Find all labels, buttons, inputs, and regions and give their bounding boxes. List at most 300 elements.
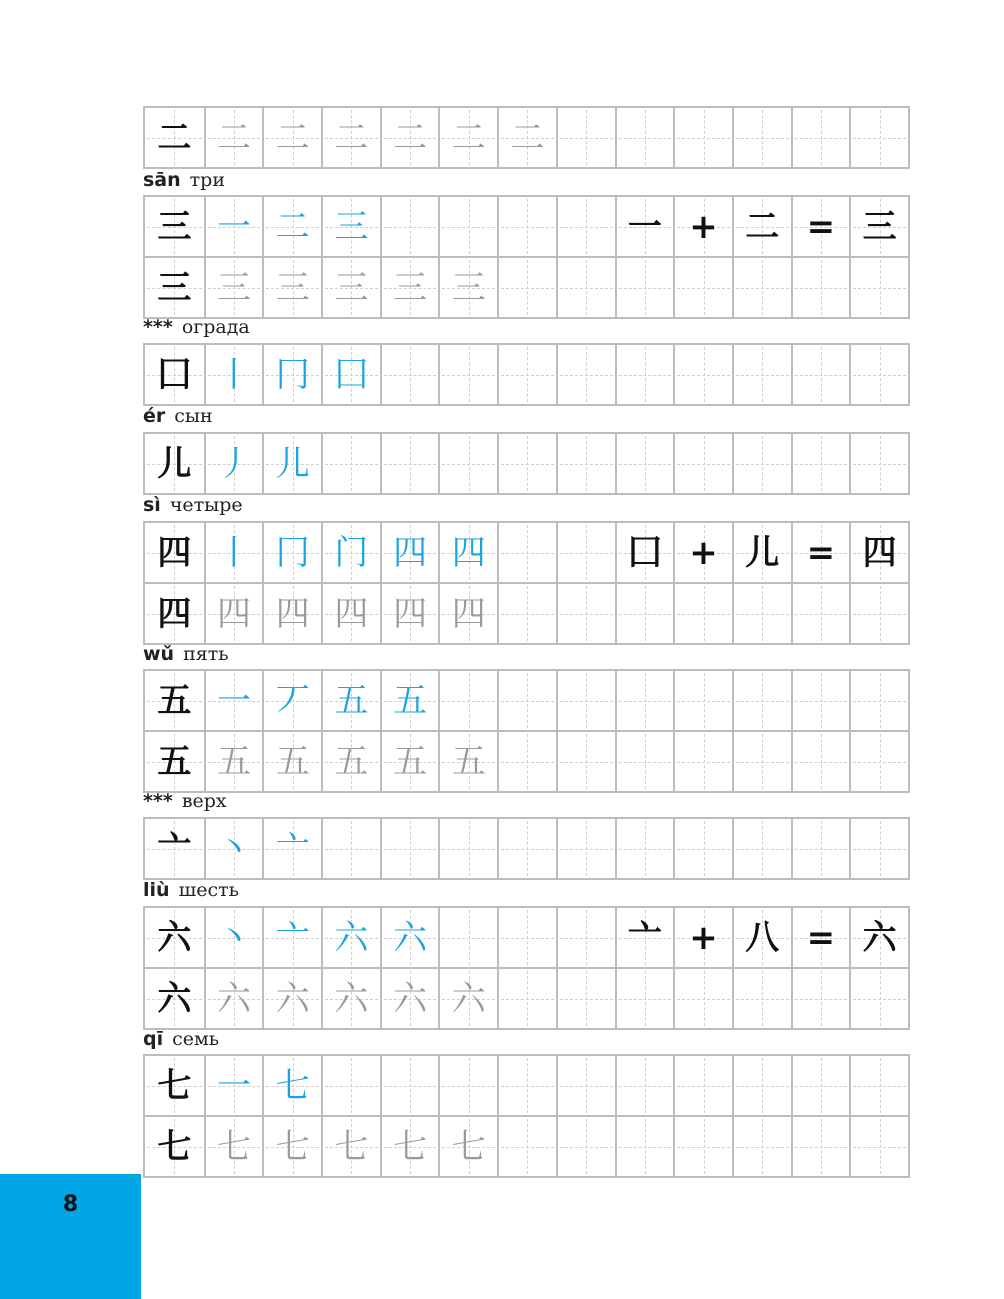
tracing-character: 六 bbox=[393, 978, 428, 1019]
grid-cell bbox=[204, 1117, 263, 1176]
grid-cell[interactable] bbox=[497, 523, 556, 582]
grid-cell bbox=[673, 197, 732, 256]
model-character: 囗 bbox=[157, 354, 192, 395]
grid-cell bbox=[145, 969, 204, 1028]
tracing-character: 二 bbox=[217, 117, 252, 158]
character-label bbox=[143, 1027, 219, 1051]
grid-cell[interactable] bbox=[438, 819, 497, 878]
tracing-character: 七 bbox=[275, 1126, 310, 1167]
model-character: 六 bbox=[157, 917, 192, 958]
tracing-character: 三 bbox=[217, 267, 252, 308]
grid-cell[interactable] bbox=[849, 584, 908, 643]
grid-cell[interactable] bbox=[849, 732, 908, 791]
grid-cell[interactable] bbox=[615, 258, 674, 317]
grid-cell bbox=[262, 908, 321, 967]
grid-cell[interactable] bbox=[615, 345, 674, 404]
practice-grid bbox=[143, 817, 910, 880]
grid-cell[interactable] bbox=[732, 969, 791, 1028]
pinyin-text: liù bbox=[143, 879, 170, 901]
grid-cell bbox=[145, 819, 204, 878]
grid-cell bbox=[262, 819, 321, 878]
stroke-order-character: 二 bbox=[275, 206, 310, 247]
model-character: 儿 bbox=[157, 443, 192, 484]
tracing-character: 六 bbox=[451, 978, 486, 1019]
character-label bbox=[143, 315, 250, 339]
grid-cell bbox=[380, 969, 439, 1028]
grid-cell[interactable] bbox=[438, 671, 497, 730]
tracing-character: 七 bbox=[334, 1126, 369, 1167]
grid-cell bbox=[204, 1056, 263, 1115]
grid-cell bbox=[438, 1117, 497, 1176]
grid-cell bbox=[204, 819, 263, 878]
tracing-character: 五 bbox=[334, 741, 369, 782]
stroke-order-character: 囗 bbox=[334, 354, 369, 395]
practice-grid bbox=[143, 521, 910, 645]
grid-cell bbox=[791, 523, 850, 582]
grid-cell bbox=[204, 345, 263, 404]
grid-cell[interactable] bbox=[556, 908, 615, 967]
grid-cell[interactable] bbox=[732, 345, 791, 404]
pinyin-text: sì bbox=[143, 494, 161, 516]
grid-cell[interactable] bbox=[321, 819, 380, 878]
translation-text: шесть bbox=[178, 879, 239, 901]
grid-cell[interactable] bbox=[615, 108, 674, 167]
tracing-character: 二 bbox=[393, 117, 428, 158]
model-character: 三 bbox=[157, 267, 192, 308]
grid-cell bbox=[145, 197, 204, 256]
grid-cell[interactable] bbox=[497, 258, 556, 317]
pinyin-text: ér bbox=[143, 405, 166, 427]
grid-cell bbox=[438, 969, 497, 1028]
tracing-character: 四 bbox=[217, 593, 252, 634]
grid-cell bbox=[145, 1056, 204, 1115]
tracing-character: 五 bbox=[217, 741, 252, 782]
grid-cell bbox=[321, 345, 380, 404]
grid-cell[interactable] bbox=[673, 584, 732, 643]
formula-symbol: 二 bbox=[745, 206, 780, 247]
page-number-tab bbox=[0, 1174, 141, 1299]
grid-cell[interactable] bbox=[791, 258, 850, 317]
grid-cell bbox=[321, 584, 380, 643]
tracing-character: 五 bbox=[393, 741, 428, 782]
grid-cell bbox=[204, 523, 263, 582]
formula-symbol: = bbox=[806, 532, 836, 573]
tracing-character: 四 bbox=[451, 593, 486, 634]
tracing-character: 七 bbox=[217, 1126, 252, 1167]
character-label bbox=[143, 168, 225, 192]
stroke-order-character: 门 bbox=[334, 532, 369, 573]
tracing-character: 四 bbox=[334, 593, 369, 634]
formula-symbol: 四 bbox=[862, 532, 897, 573]
grid-cell bbox=[145, 584, 204, 643]
grid-cell bbox=[145, 523, 204, 582]
pinyin-text: sān bbox=[143, 169, 181, 191]
grid-cell bbox=[849, 523, 908, 582]
stroke-order-character: 丶 bbox=[217, 917, 252, 958]
practice-grid bbox=[143, 906, 910, 1030]
stroke-order-character: 亠 bbox=[275, 828, 310, 869]
tracing-character: 六 bbox=[275, 978, 310, 1019]
practice-grid bbox=[143, 343, 910, 406]
grid-cell bbox=[732, 197, 791, 256]
grid-row bbox=[145, 908, 908, 967]
grid-cell[interactable] bbox=[732, 819, 791, 878]
grid-cell[interactable] bbox=[791, 1117, 850, 1176]
grid-row bbox=[145, 1056, 908, 1115]
stroke-order-character: 五 bbox=[393, 680, 428, 721]
grid-cell[interactable] bbox=[732, 108, 791, 167]
grid-cell bbox=[321, 1117, 380, 1176]
tracing-character: 三 bbox=[451, 267, 486, 308]
model-character: 五 bbox=[157, 741, 192, 782]
grid-cell[interactable] bbox=[791, 584, 850, 643]
grid-cell bbox=[321, 108, 380, 167]
grid-cell[interactable] bbox=[438, 434, 497, 493]
stroke-order-character: 丨 bbox=[217, 354, 252, 395]
grid-cell[interactable] bbox=[673, 1056, 732, 1115]
grid-cell[interactable] bbox=[791, 108, 850, 167]
translation-text: верх bbox=[181, 790, 227, 812]
grid-cell bbox=[380, 108, 439, 167]
stroke-order-character: 四 bbox=[393, 532, 428, 573]
grid-cell[interactable] bbox=[791, 345, 850, 404]
grid-cell bbox=[380, 258, 439, 317]
grid-row bbox=[145, 434, 908, 493]
grid-cell[interactable] bbox=[849, 434, 908, 493]
formula-symbol: 六 bbox=[862, 917, 897, 958]
formula-symbol: + bbox=[689, 206, 718, 247]
grid-cell[interactable] bbox=[380, 1056, 439, 1115]
pinyin-text: qī bbox=[143, 1028, 164, 1050]
grid-cell bbox=[438, 523, 497, 582]
stroke-order-character: 六 bbox=[393, 917, 428, 958]
grid-cell[interactable] bbox=[438, 197, 497, 256]
grid-cell[interactable] bbox=[497, 434, 556, 493]
tracing-character: 二 bbox=[510, 117, 545, 158]
grid-cell[interactable] bbox=[673, 671, 732, 730]
grid-row bbox=[145, 523, 908, 582]
model-character: 六 bbox=[157, 978, 192, 1019]
grid-cell[interactable] bbox=[438, 908, 497, 967]
grid-cell[interactable] bbox=[732, 434, 791, 493]
model-character: 三 bbox=[157, 206, 192, 247]
grid-cell[interactable] bbox=[556, 969, 615, 1028]
grid-cell[interactable] bbox=[497, 1117, 556, 1176]
grid-cell[interactable] bbox=[556, 732, 615, 791]
grid-cell bbox=[204, 671, 263, 730]
grid-cell[interactable] bbox=[556, 434, 615, 493]
grid-cell bbox=[262, 434, 321, 493]
grid-cell bbox=[145, 434, 204, 493]
tracing-character: 三 bbox=[334, 267, 369, 308]
grid-cell[interactable] bbox=[438, 1056, 497, 1115]
pinyin-text: wǔ bbox=[143, 643, 175, 665]
formula-symbol: = bbox=[806, 206, 836, 247]
grid-cell[interactable] bbox=[615, 969, 674, 1028]
grid-row bbox=[145, 256, 908, 317]
grid-row bbox=[145, 108, 908, 167]
grid-cell bbox=[380, 732, 439, 791]
grid-cell[interactable] bbox=[732, 732, 791, 791]
model-character: 七 bbox=[157, 1065, 192, 1106]
grid-cell bbox=[321, 732, 380, 791]
character-label bbox=[143, 404, 213, 428]
tracing-character: 六 bbox=[334, 978, 369, 1019]
grid-cell[interactable] bbox=[380, 819, 439, 878]
practice-grid bbox=[143, 106, 910, 169]
grid-cell bbox=[204, 197, 263, 256]
tracing-character: 五 bbox=[275, 741, 310, 782]
grid-row bbox=[145, 582, 908, 643]
grid-cell[interactable] bbox=[556, 671, 615, 730]
grid-cell bbox=[615, 197, 674, 256]
character-label bbox=[143, 789, 227, 813]
grid-cell[interactable] bbox=[791, 819, 850, 878]
grid-cell bbox=[262, 1056, 321, 1115]
stroke-order-character: 一 bbox=[217, 1065, 252, 1106]
grid-row bbox=[145, 671, 908, 730]
grid-cell bbox=[321, 197, 380, 256]
grid-cell[interactable] bbox=[849, 1117, 908, 1176]
grid-cell bbox=[262, 969, 321, 1028]
grid-cell[interactable] bbox=[849, 671, 908, 730]
grid-cell bbox=[145, 671, 204, 730]
stroke-order-character: 丶 bbox=[217, 828, 252, 869]
grid-cell bbox=[380, 1117, 439, 1176]
grid-cell[interactable] bbox=[732, 1117, 791, 1176]
grid-cell bbox=[262, 345, 321, 404]
formula-symbol: 三 bbox=[862, 206, 897, 247]
translation-text: пять bbox=[183, 643, 229, 665]
grid-cell[interactable] bbox=[556, 345, 615, 404]
grid-row bbox=[145, 730, 908, 791]
stroke-order-character: 丿 bbox=[217, 443, 252, 484]
grid-cell[interactable] bbox=[380, 345, 439, 404]
grid-cell[interactable] bbox=[673, 258, 732, 317]
grid-cell bbox=[145, 258, 204, 317]
practice-grid bbox=[143, 669, 910, 793]
grid-cell bbox=[145, 1117, 204, 1176]
practice-grid bbox=[143, 432, 910, 495]
formula-symbol: 亠 bbox=[627, 917, 662, 958]
tracing-character: 六 bbox=[217, 978, 252, 1019]
grid-cell[interactable] bbox=[497, 969, 556, 1028]
grid-cell[interactable] bbox=[791, 671, 850, 730]
grid-cell[interactable] bbox=[732, 1056, 791, 1115]
grid-cell[interactable] bbox=[497, 908, 556, 967]
formula-symbol: = bbox=[806, 917, 836, 958]
formula-symbol: + bbox=[689, 532, 718, 573]
grid-cell[interactable] bbox=[615, 732, 674, 791]
pinyin-text: *** bbox=[143, 316, 173, 338]
character-label bbox=[143, 642, 229, 666]
grid-cell bbox=[849, 197, 908, 256]
grid-cell[interactable] bbox=[497, 584, 556, 643]
translation-text: ограда bbox=[181, 316, 250, 338]
grid-cell[interactable] bbox=[615, 1056, 674, 1115]
grid-cell[interactable] bbox=[849, 969, 908, 1028]
grid-cell[interactable] bbox=[497, 345, 556, 404]
grid-cell[interactable] bbox=[380, 434, 439, 493]
grid-cell[interactable] bbox=[673, 108, 732, 167]
translation-text: четыре bbox=[169, 494, 243, 516]
tracing-character: 二 bbox=[275, 117, 310, 158]
grid-cell[interactable] bbox=[849, 108, 908, 167]
grid-cell bbox=[438, 732, 497, 791]
grid-cell[interactable] bbox=[673, 732, 732, 791]
stroke-order-character: 七 bbox=[275, 1065, 310, 1106]
model-character: 二 bbox=[157, 117, 192, 158]
grid-cell[interactable] bbox=[556, 584, 615, 643]
grid-cell bbox=[262, 732, 321, 791]
grid-cell bbox=[262, 1117, 321, 1176]
tracing-character: 五 bbox=[451, 741, 486, 782]
tracing-character: 七 bbox=[451, 1126, 486, 1167]
grid-cell bbox=[380, 671, 439, 730]
model-character: 亠 bbox=[157, 828, 192, 869]
character-label bbox=[143, 493, 243, 517]
grid-cell bbox=[321, 969, 380, 1028]
grid-cell[interactable] bbox=[556, 819, 615, 878]
grid-cell[interactable] bbox=[321, 1056, 380, 1115]
formula-symbol: 儿 bbox=[745, 532, 780, 573]
grid-cell bbox=[615, 908, 674, 967]
stroke-order-character: 一 bbox=[217, 680, 252, 721]
tracing-character: 四 bbox=[275, 593, 310, 634]
grid-cell[interactable] bbox=[732, 584, 791, 643]
stroke-order-character: 六 bbox=[334, 917, 369, 958]
grid-cell[interactable] bbox=[673, 434, 732, 493]
grid-cell bbox=[262, 671, 321, 730]
grid-cell bbox=[791, 908, 850, 967]
grid-cell bbox=[321, 908, 380, 967]
grid-cell[interactable] bbox=[615, 671, 674, 730]
grid-cell[interactable] bbox=[556, 108, 615, 167]
grid-cell bbox=[204, 258, 263, 317]
grid-cell[interactable] bbox=[849, 819, 908, 878]
grid-cell[interactable] bbox=[497, 1056, 556, 1115]
grid-row bbox=[145, 819, 908, 878]
grid-cell[interactable] bbox=[438, 345, 497, 404]
grid-cell[interactable] bbox=[791, 1056, 850, 1115]
grid-cell[interactable] bbox=[732, 671, 791, 730]
stroke-order-character: 一 bbox=[217, 206, 252, 247]
stroke-order-character: 五 bbox=[334, 680, 369, 721]
stroke-order-character: 亠 bbox=[275, 917, 310, 958]
grid-cell bbox=[438, 584, 497, 643]
grid-cell bbox=[262, 523, 321, 582]
practice-grid bbox=[143, 195, 910, 319]
grid-cell[interactable] bbox=[615, 1117, 674, 1176]
grid-row bbox=[145, 345, 908, 404]
page-number: 8 bbox=[62, 1192, 79, 1217]
grid-cell bbox=[321, 523, 380, 582]
grid-cell bbox=[262, 258, 321, 317]
grid-cell bbox=[849, 908, 908, 967]
grid-cell[interactable] bbox=[673, 1117, 732, 1176]
grid-cell bbox=[204, 732, 263, 791]
grid-cell bbox=[732, 908, 791, 967]
grid-cell bbox=[204, 434, 263, 493]
grid-cell bbox=[204, 969, 263, 1028]
tracing-character: 二 bbox=[334, 117, 369, 158]
model-character: 四 bbox=[157, 593, 192, 634]
formula-symbol: 囗 bbox=[627, 532, 662, 573]
grid-cell[interactable] bbox=[732, 258, 791, 317]
grid-cell[interactable] bbox=[673, 345, 732, 404]
grid-cell[interactable] bbox=[556, 258, 615, 317]
grid-cell[interactable] bbox=[497, 671, 556, 730]
grid-cell[interactable] bbox=[556, 1056, 615, 1115]
grid-cell bbox=[438, 108, 497, 167]
grid-cell bbox=[673, 908, 732, 967]
grid-cell bbox=[380, 908, 439, 967]
grid-cell[interactable] bbox=[791, 732, 850, 791]
grid-cell[interactable] bbox=[673, 969, 732, 1028]
grid-cell bbox=[321, 671, 380, 730]
translation-text: семь bbox=[172, 1028, 220, 1050]
grid-cell[interactable] bbox=[615, 819, 674, 878]
model-character: 五 bbox=[157, 680, 192, 721]
grid-cell[interactable] bbox=[497, 819, 556, 878]
grid-cell bbox=[321, 258, 380, 317]
grid-cell bbox=[262, 584, 321, 643]
grid-cell[interactable] bbox=[849, 258, 908, 317]
grid-cell[interactable] bbox=[615, 584, 674, 643]
grid-cell bbox=[732, 523, 791, 582]
grid-cell bbox=[380, 584, 439, 643]
grid-cell bbox=[262, 197, 321, 256]
model-character: 四 bbox=[157, 532, 192, 573]
translation-text: три bbox=[189, 169, 226, 191]
grid-cell bbox=[791, 197, 850, 256]
stroke-order-character: 冂 bbox=[275, 354, 310, 395]
tracing-character: 二 bbox=[451, 117, 486, 158]
grid-cell[interactable] bbox=[380, 197, 439, 256]
grid-cell[interactable] bbox=[556, 197, 615, 256]
grid-cell[interactable] bbox=[791, 969, 850, 1028]
stroke-order-character: 儿 bbox=[275, 443, 310, 484]
model-character: 七 bbox=[157, 1126, 192, 1167]
grid-cell[interactable] bbox=[615, 434, 674, 493]
grid-cell bbox=[145, 345, 204, 404]
grid-cell[interactable] bbox=[673, 819, 732, 878]
grid-row bbox=[145, 967, 908, 1028]
grid-cell[interactable] bbox=[497, 197, 556, 256]
grid-cell[interactable] bbox=[556, 1117, 615, 1176]
grid-cell bbox=[262, 108, 321, 167]
grid-cell[interactable] bbox=[321, 434, 380, 493]
grid-cell[interactable] bbox=[849, 345, 908, 404]
grid-cell bbox=[438, 258, 497, 317]
grid-cell bbox=[615, 523, 674, 582]
grid-cell[interactable] bbox=[791, 434, 850, 493]
stroke-order-character: 四 bbox=[451, 532, 486, 573]
grid-cell bbox=[204, 584, 263, 643]
grid-cell bbox=[497, 108, 556, 167]
grid-cell[interactable] bbox=[556, 523, 615, 582]
formula-symbol: 八 bbox=[745, 917, 780, 958]
grid-cell bbox=[673, 523, 732, 582]
grid-cell[interactable] bbox=[849, 1056, 908, 1115]
grid-cell[interactable] bbox=[497, 732, 556, 791]
translation-text: сын bbox=[174, 405, 213, 427]
pinyin-text: *** bbox=[143, 790, 173, 812]
stroke-order-character: 丨 bbox=[217, 532, 252, 573]
grid-cell bbox=[145, 108, 204, 167]
character-label bbox=[143, 878, 239, 902]
grid-cell bbox=[204, 908, 263, 967]
